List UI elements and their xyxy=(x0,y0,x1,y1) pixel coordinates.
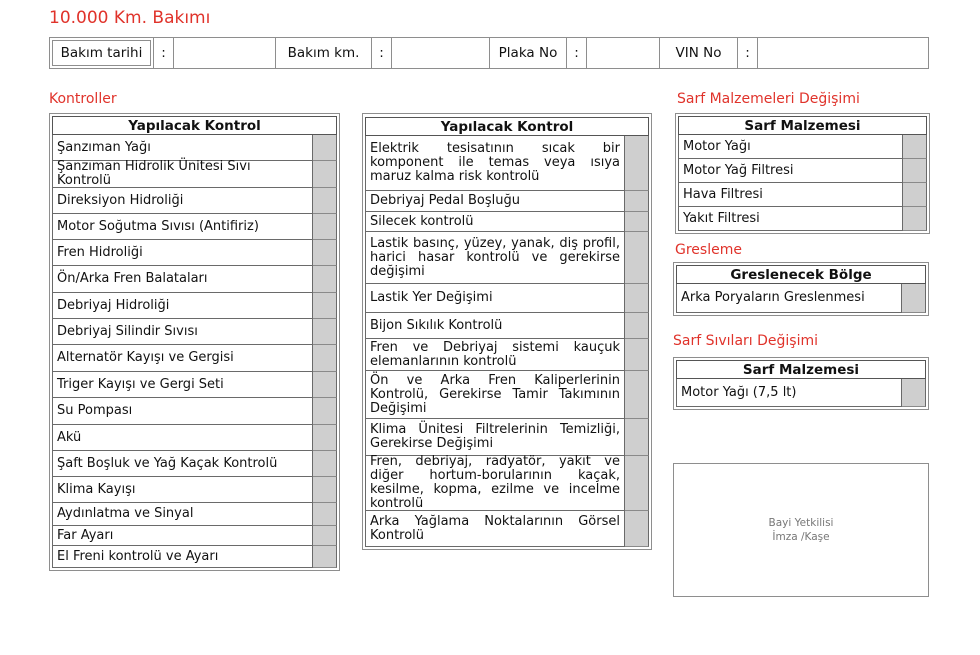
kontroller-title: Kontroller xyxy=(49,91,117,107)
check-box[interactable] xyxy=(313,214,337,240)
row-label: Silecek kontrolü xyxy=(365,212,625,232)
signature-label: Bayi Yetkilisi xyxy=(768,517,834,529)
row-label: Elektrik tesisatının sıcak bir komponent ile temas veya ısıya maruz kalma risk kontrolü xyxy=(365,136,625,191)
kontrol-table-1 xyxy=(49,113,340,571)
row-label: Fren, debriyaj, radyatör, yakıt ve diğer hortum-borularının kaçak, kesilme, kopma, ezilme ve incelme kontrolü xyxy=(365,456,625,511)
table-header: Sarf Malzemesi xyxy=(676,360,926,379)
table-row xyxy=(365,419,649,456)
kontrol-table-2 xyxy=(362,113,652,550)
signature-box[interactable] xyxy=(673,463,929,597)
table-row xyxy=(676,379,926,407)
table-row xyxy=(678,135,927,159)
page-title: 10.000 Km. Bakımı xyxy=(49,8,211,28)
check-box[interactable] xyxy=(625,419,649,456)
table-row xyxy=(52,526,337,546)
check-box[interactable] xyxy=(313,503,337,526)
check-box[interactable] xyxy=(313,240,337,266)
check-box[interactable] xyxy=(902,379,926,407)
check-box[interactable] xyxy=(903,207,927,231)
check-box[interactable] xyxy=(625,284,649,313)
row-label: El Freni kontrolü ve Ayarı xyxy=(52,546,313,568)
row-label: Klima Ünitesi Filtrelerinin Temizliği, Gerekirse Değişimi xyxy=(365,419,625,456)
row-label: Far Ayarı xyxy=(52,526,313,546)
row-label: Aydınlatma ve Sinyal xyxy=(52,503,313,526)
check-box[interactable] xyxy=(313,546,337,568)
row-label: Lastik Yer Değişimi xyxy=(365,284,625,313)
row-label: Lastik basınç, yüzey, yanak, diş profil, harici hasar kontrolü ve gerekirse değişimi xyxy=(365,232,625,284)
check-box[interactable] xyxy=(313,477,337,503)
sivilar-title: Sarf Sıvıları Değişimi xyxy=(673,333,818,349)
table-row xyxy=(365,212,649,232)
check-box[interactable] xyxy=(313,266,337,293)
table-row xyxy=(365,511,649,547)
table-row xyxy=(52,266,337,293)
gresleme-table xyxy=(673,262,929,316)
table-row xyxy=(52,503,337,526)
table-header: Yapılacak Kontrol xyxy=(52,116,337,135)
check-box[interactable] xyxy=(313,372,337,398)
table-row xyxy=(678,183,927,207)
table-row xyxy=(52,214,337,240)
row-label: Direksiyon Hidroliği xyxy=(52,188,313,214)
table-row xyxy=(365,371,649,419)
check-box[interactable] xyxy=(625,212,649,232)
signature-stamp-label: İmza /Kaşe xyxy=(772,531,830,543)
row-label: Triger Kayışı ve Gergi Seti xyxy=(52,372,313,398)
table-row xyxy=(365,232,649,284)
row-label: Akü xyxy=(52,425,313,451)
row-label: Şanzıman Yağı xyxy=(52,135,313,161)
info-bar xyxy=(49,37,929,69)
row-label: Klima Kayışı xyxy=(52,477,313,503)
label-bakim-tarihi: Bakım tarihi xyxy=(50,38,154,68)
table-row xyxy=(52,398,337,425)
table-row xyxy=(52,345,337,372)
table-row xyxy=(365,136,649,191)
row-label: Debriyaj Pedal Boşluğu xyxy=(365,191,625,212)
row-label: Motor Yağı xyxy=(678,135,903,159)
row-label: Fren ve Debriyaj sistemi kauçuk elemanlarının kontrolü xyxy=(365,339,625,371)
bakim-km-field[interactable] xyxy=(392,38,490,68)
check-box[interactable] xyxy=(313,188,337,214)
check-box[interactable] xyxy=(313,319,337,345)
check-box[interactable] xyxy=(903,159,927,183)
check-box[interactable] xyxy=(625,339,649,371)
table-row xyxy=(678,159,927,183)
check-box[interactable] xyxy=(313,293,337,319)
sivilar-table xyxy=(673,357,929,410)
check-box[interactable] xyxy=(625,313,649,339)
row-label: Su Pompası xyxy=(52,398,313,425)
row-label: Bijon Sıkılık Kontrolü xyxy=(365,313,625,339)
table-header: Greslenecek Bölge xyxy=(676,265,926,284)
table-header: Yapılacak Kontrol xyxy=(365,117,649,136)
gresleme-title: Gresleme xyxy=(675,242,742,258)
row-label: Şanzıman Hidrolik Ünitesi Sıvı Kontrolü xyxy=(52,161,313,188)
sarf-title: Sarf Malzemeleri Değişimi xyxy=(677,91,860,107)
row-label: Fren Hidroliği xyxy=(52,240,313,266)
table-row xyxy=(52,135,337,161)
label-bakim-km: Bakım km. xyxy=(276,38,372,68)
check-box[interactable] xyxy=(313,398,337,425)
table-row xyxy=(52,546,337,568)
check-box[interactable] xyxy=(902,284,926,313)
check-box[interactable] xyxy=(903,135,927,159)
check-box[interactable] xyxy=(625,371,649,419)
row-label: Motor Soğutma Sıvısı (Antifiriz) xyxy=(52,214,313,240)
row-label: Yakıt Filtresi xyxy=(678,207,903,231)
row-label: Hava Filtresi xyxy=(678,183,903,207)
table-row xyxy=(365,339,649,371)
table-row xyxy=(365,313,649,339)
row-label: Ön ve Arka Fren Kaliperlerinin Kontrolü, Gerekirse Tamir Takımının Değişimi xyxy=(365,371,625,419)
table-row xyxy=(676,284,926,313)
row-label: Arka Poryaların Greslenmesi xyxy=(676,284,902,313)
check-box[interactable] xyxy=(313,345,337,372)
row-label: Debriyaj Silindir Sıvısı xyxy=(52,319,313,345)
check-box[interactable] xyxy=(625,136,649,191)
plaka-no-field[interactable] xyxy=(587,38,660,68)
check-box[interactable] xyxy=(313,135,337,161)
table-row xyxy=(365,456,649,511)
table-row xyxy=(52,293,337,319)
table-row xyxy=(52,451,337,477)
table-row xyxy=(678,207,927,231)
check-box[interactable] xyxy=(313,451,337,477)
colon: : xyxy=(567,38,587,68)
table-header: Sarf Malzemesi xyxy=(678,116,927,135)
row-label: Şaft Boşluk ve Yağ Kaçak Kontrolü xyxy=(52,451,313,477)
check-box[interactable] xyxy=(903,183,927,207)
row-label: Motor Yağ Filtresi xyxy=(678,159,903,183)
check-box[interactable] xyxy=(625,511,649,547)
table-row xyxy=(52,161,337,188)
colon: : xyxy=(154,38,174,68)
table-row xyxy=(52,477,337,503)
colon: : xyxy=(738,38,758,68)
vin-no-field[interactable] xyxy=(758,38,928,68)
check-box[interactable] xyxy=(625,191,649,212)
row-label: Arka Yağlama Noktalarının Görsel Kontrolü xyxy=(365,511,625,547)
row-label: Motor Yağı (7,5 lt) xyxy=(676,379,902,407)
check-box[interactable] xyxy=(313,425,337,451)
table-row xyxy=(52,319,337,345)
bakim-tarihi-field[interactable] xyxy=(174,38,276,68)
row-label: Debriyaj Hidroliği xyxy=(52,293,313,319)
check-box[interactable] xyxy=(313,161,337,188)
colon: : xyxy=(372,38,392,68)
label-plaka-no: Plaka No xyxy=(490,38,567,68)
table-row xyxy=(52,372,337,398)
row-label: Alternatör Kayışı ve Gergisi xyxy=(52,345,313,372)
label-vin-no: VIN No xyxy=(660,38,738,68)
table-row xyxy=(52,188,337,214)
table-row xyxy=(52,425,337,451)
row-label: Ön/Arka Fren Balataları xyxy=(52,266,313,293)
check-box[interactable] xyxy=(313,526,337,546)
table-row xyxy=(365,284,649,313)
sarf-table xyxy=(675,113,930,234)
check-box[interactable] xyxy=(625,232,649,284)
table-row xyxy=(365,191,649,212)
check-box[interactable] xyxy=(625,456,649,511)
table-row xyxy=(52,240,337,266)
